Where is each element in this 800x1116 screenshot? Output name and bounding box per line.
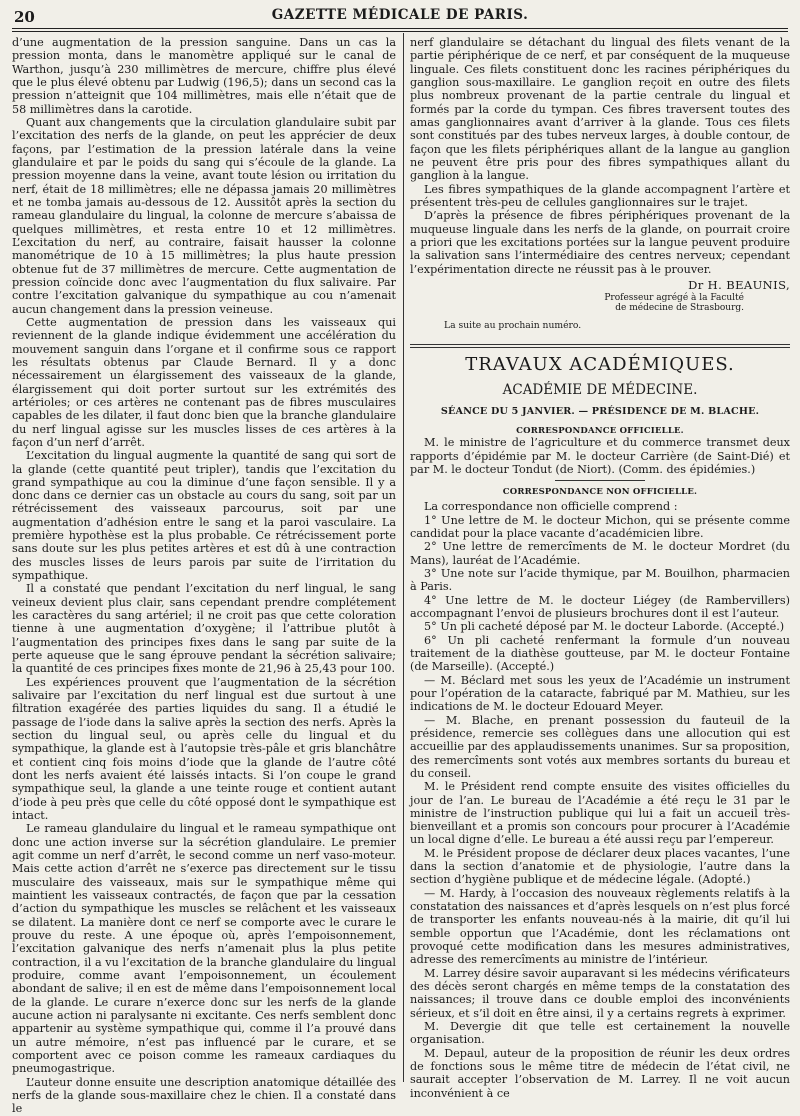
paragraph: M. le Président propose de déclarer deux places vacantes, l’une dans la section d’anatomie et de physiologie, l’autre dans la section d’hygiène publique et de médecine légale. (Adopté.) bbox=[410, 846, 790, 887]
section-rule-double bbox=[410, 347, 790, 348]
paragraph: M. Devergie dit que telle est certainement la nouvelle organisation. bbox=[410, 1020, 790, 1047]
paragraph: M. le ministre de l’agriculture et du commerce transmet deux rapports d’épidémie par M. le docteur Carrière (de Saint-Dié) et par M. le docteur Tondut (de Niort). (Comm. des épidémies.) bbox=[410, 436, 790, 476]
paragraph: M. Larrey désire savoir auparavant si les médecins vérificateurs des décès seront chargés en même temps de la constatation des naissances; il trouve dans ce double emploi des inconvénients sérieux, et s’il doit en être ainsi, il y a certains regrets à exprimer. bbox=[410, 966, 790, 1020]
signature bbox=[410, 279, 790, 313]
paragraph: — M. Hardy, à l’occasion des nouveaux règlements relatifs à la constatation des naissances et d’après lesquels on n’est plus forcé de transporter les enfants nouveau-nés à la mairie, dit qu’il lui semble opportun que l’Académie, dont les réclamations ont provoqué cette modification dans les mesures administratives, adresse des remercîments au ministre de l’intérieur. bbox=[410, 886, 790, 967]
paragraph: Cette augmentation de pression dans les vaisseaux qui reviennent de la glande indique évidemment une accélération du mouvement sanguin dans l’organe et il confirme sous ce rapport les résultats obtenus par Claude Bernard. Il y a donc nécessairement un élargissement des vaisseaux de la glande, élargissement qui doit porter surtout sur les extrémités des artérioles; or ces artères ne contenant pas de fibres musculaires capables de les dilater, il faut donc bien que la branche glandulaire du nerf lingual agisse sur les muscles lisses de ces artères à la façon d’un nerf d’arrêt. bbox=[12, 315, 396, 449]
paragraph: nerf glandulaire se détachant du lingual des filets venant de la partie périphérique de ce nerf, et par conséquent de la muqueuse linguale. Ces filets constituent donc les racines périphériques du ganglion sous-maxillaire. Le ganglion reçoit en outre des filets plus nombreux provenant de la partie centrale du lingual et formés par la corde du tympan. Ces fibres traversent toutes des amas ganglionnaires avant d’arriver à la glande. Tous ces filets sont constitués par des tubes nerveux larges, à double contour, de façon que les filets périphériques allant de la langue au ganglion ne peuvent être pris pour des fibres sympathiques allant du ganglion à la langue. bbox=[410, 36, 790, 183]
author-title: Professeur agrégé à la Faculté bbox=[604, 292, 744, 303]
left-column bbox=[12, 36, 396, 1116]
session-heading: SÉANCE DU 5 JANVIER. — PRÉSIDENCE DE M. BLACHE. bbox=[440, 405, 760, 417]
paragraph: D’après la présence de fibres périphériques provenant de la muqueuse linguale dans les nerfs de la glande, on pourrait croire a priori que les excitations portées sur la langue peuvent produire la salivation sans l’intermédiaire des centres nerveux; cependant l’expérimentation directe ne réussit pas à le prouver. bbox=[410, 209, 790, 276]
paragraph: L’auteur donne ensuite une description anatomique détaillée des nerfs de la glande sous-maxillaire chez le chien. Il a constaté dans le bbox=[12, 1075, 396, 1116]
author-affiliation: de médecine de Strasbourg. bbox=[615, 302, 744, 313]
running-title: GAZETTE MÉDICALE DE PARIS. bbox=[271, 7, 529, 23]
list-item: 2° Une lettre de remercîments de M. le docteur Mordret (du Mans), lauréat de l’Académie. bbox=[410, 540, 790, 567]
section-subtitle: ACADÉMIE DE MÉDECINE. bbox=[502, 381, 698, 398]
unofficial-correspondence-heading: CORRESPONDANCE NON OFFICIELLE. bbox=[502, 487, 698, 498]
paragraph: M. le Président rend compte ensuite des visites officielles du jour de l’an. Le bureau de l’Académie a été reçu le 31 par le ministre de l’instruction publique qui lui a fait un accueil très-bienveillant et a promis son concours pour procurer à l’Académie un local digne d’elle. Le bureau a été aussi reçu par l’empereur. bbox=[410, 780, 790, 847]
continuation-note: La suite au prochain numéro. bbox=[444, 320, 582, 332]
paragraph: Les fibres sympathiques de la glande accompagnent l’artère et présentent très-peu de cellules ganglionnaires sur le trajet. bbox=[410, 182, 790, 209]
paragraph: Quant aux changements que la circulation glandulaire subit par l’excitation des nerfs de la glande, on peut les apprécier de deux façons, par l’estimation de la pression latérale dans la veine glandulaire et par le poids du sang qui s’écoule de la glande. La pression moyenne dans la veine, avant toute lésion ou irritation du nerf, était de 18 millimètres; elle ne dépassa jamais 20 millimètres et ne tomba jamais au-dessous de 12. Aussitôt après la section du rameau glandulaire du lingual, la colonne de mercure s’abaissa de quelques millimètres, et resta entre 10 et 12 millimètres. L’excitation du nerf, au contraire, faisait hausser la colonne manométrique de 10 à 15 millimètres; la plus haute pression obtenue fut de 37 millimètres de mercure. Cette augmentation de pression coïncide donc avec l’augmentation du flux salivaire. Par contre l’excitation galvanique du sympathique au cou n’amenait aucun changement dans la pression veineuse. bbox=[12, 115, 396, 316]
paragraph: d’une augmentation de la pression sanguine. Dans un cas la pression monta, dans le manomètre appliqué sur le canal de Warthon, jusqu’à 230 millimètres de mercure, chiffre plus élevé que le plus élevé obtenu par Ludwig (196,5); dans un second cas la pression n’atteignit que 104 millimètres, mais elle n’était que de 58 millimètres dans la carotide. bbox=[12, 36, 396, 116]
paragraph: — M. Béclard met sous les yeux de l’Académie un instrument pour l’opération de la cataracte, fabriqué par M. Mathieu, sur les indications de M. le docteur Edouard Meyer. bbox=[410, 673, 790, 714]
header-rule bbox=[12, 28, 788, 29]
paragraph: L’excitation du lingual augmente la quantité de sang qui sort de la glande (cette quantité peut tripler), tandis que l’excitation du grand sympathique au cou la diminue d’une façon sensible. Il y a donc dans ce dernier cas un obstacle au cours du sang, soit par un rétrécissement des vaisseaux parcourus, soit par une augmentation d’adhésion entre le sang et la paroi vasculaire. La première hypothèse est la plus probable. Ce rétrécissement porte sans doute sur les plus petites artères et est dû à une contraction des muscles lisses de leurs parois par suite de l’irritation du sympathique. bbox=[12, 449, 396, 583]
list-item: 4° Une lettre de M. le docteur Liégey (de Rambervillers) accompagnant l’envoi de plusieurs brochures dont il est l’auteur. bbox=[410, 593, 790, 620]
short-rule bbox=[555, 480, 645, 481]
header-rule-double bbox=[12, 31, 788, 32]
section-rule bbox=[410, 344, 790, 345]
list-item: 1° Une lettre de M. le docteur Michon, qui se présente comme candidat pour la place vacante d’académicien libre. bbox=[410, 513, 790, 540]
page-number: 20 bbox=[14, 8, 35, 26]
paragraph: — M. Blache, en prenant possession du fauteuil de la présidence, remercie ses collègues dans une allocution qui est accueillie par des applaudissements unanimes. Sur sa proposition, des remercîments sont votés aux membres sortants du bureau et du conseil. bbox=[410, 713, 790, 780]
paragraph: Les expériences prouvent que l’augmentation de la sécrétion salivaire par l’excitation du nerf lingual est due surtout à une filtration exagérée des parties liquides du sang. Il a étudié le passage de l’iode dans la salive après la section des nerfs. Après la section du lingual seul, ou après celle du lingual et du sympathique, la glande est à l’autopsie très-pâle et gris blanchâtre et contient cinq fois moins d’iode que la glande de l’autre côté dont les nerfs avaient été laissés intacts. Si l’on coupe le grand sympathique seul, la glande a une teinte rouge et contient autant d’iode à peu près que celle du côté opposé dont le sympathique est intact. bbox=[12, 675, 396, 823]
author-name: Dr H. BEAUNIS, bbox=[688, 277, 790, 292]
column-divider bbox=[403, 33, 404, 1082]
paragraph: Il a constaté que pendant l’excitation du nerf lingual, le sang veineux devient plus clair, sans cependant prendre complétement les caractères du sang artériel; il ne croit pas que cette coloration tienne à une augmentation d’oxygène; il l’attribue plutôt à l’augmentation des principes fixes dans le sang par suite de la perte aqueuse que le sang éprouve pendant la sécrétion salivaire; la quantité de ces principes fixes monte de 21,96 à 25,43 pour 100. bbox=[12, 582, 396, 676]
official-correspondence-heading: CORRESPONDANCE OFFICIELLE. bbox=[516, 426, 684, 437]
list-item: 5° Un pli cacheté déposé par M. le docteur Laborde. (Accepté.) bbox=[424, 620, 785, 634]
section-title: TRAVAUX ACADÉMIQUES. bbox=[465, 354, 735, 376]
right-column bbox=[410, 36, 790, 1100]
list-item: La correspondance non officielle comprend : bbox=[424, 500, 678, 514]
list-item: 3° Une note sur l’acide thymique, par M. Bouilhon, pharmacien à Paris. bbox=[410, 566, 790, 594]
list-item: 6° Un pli cacheté renfermant la formule d’un nouveau traitement de la diathèse goutteuse, par M. le docteur Fontaine (de Marseille). (Accepté.) bbox=[410, 633, 790, 674]
paragraph: Le rameau glandulaire du lingual et le rameau sympathique ont donc une action inverse sur la sécrétion glandulaire. Le premier agit comme un nerf d’arrêt, le second comme un nerf vaso-moteur. Mais cette action d’arrêt ne s’exerce pas directement sur le tissu musculaire des vaisseaux, mais sur le sympathique même qui maintient les vaisseaux contractés, de façon que par la cessation d’action du sympathique les muscles se relâchent et les vaisseaux se dilatent. La manière dont ce nerf se comporte avec le curare le prouve du reste. A une époque où, après l’empoisonnement, l’excitation galvanique des nerfs n’amenait plus la plus petite contraction, il a vu l’excitation de la branche glandulaire du lingual produire, comme avant l’empoisonnement, un écoulement abondant de salive; il en est de même dans l’empoisonnement local de la glande. Le curare n’exerce donc sur les nerfs de la glande aucune action ni paralysante ni excitante. Ces nerfs semblent donc appartenir au système sympathique qui, comme il l’a prouvé dans un autre mémoire, n’est pas influencé par le curare, et se comportent avec ce poison comme les rameaux cardiaques du pneumogastrique. bbox=[12, 822, 396, 1076]
paragraph: M. Depaul, auteur de la proposition de réunir les deux ordres de fonctions sous le même titre de médecin de l’état civil, ne saurait accepter l’observation de M. Larrey. Il ne voit aucun inconvénient à ce bbox=[410, 1046, 790, 1100]
